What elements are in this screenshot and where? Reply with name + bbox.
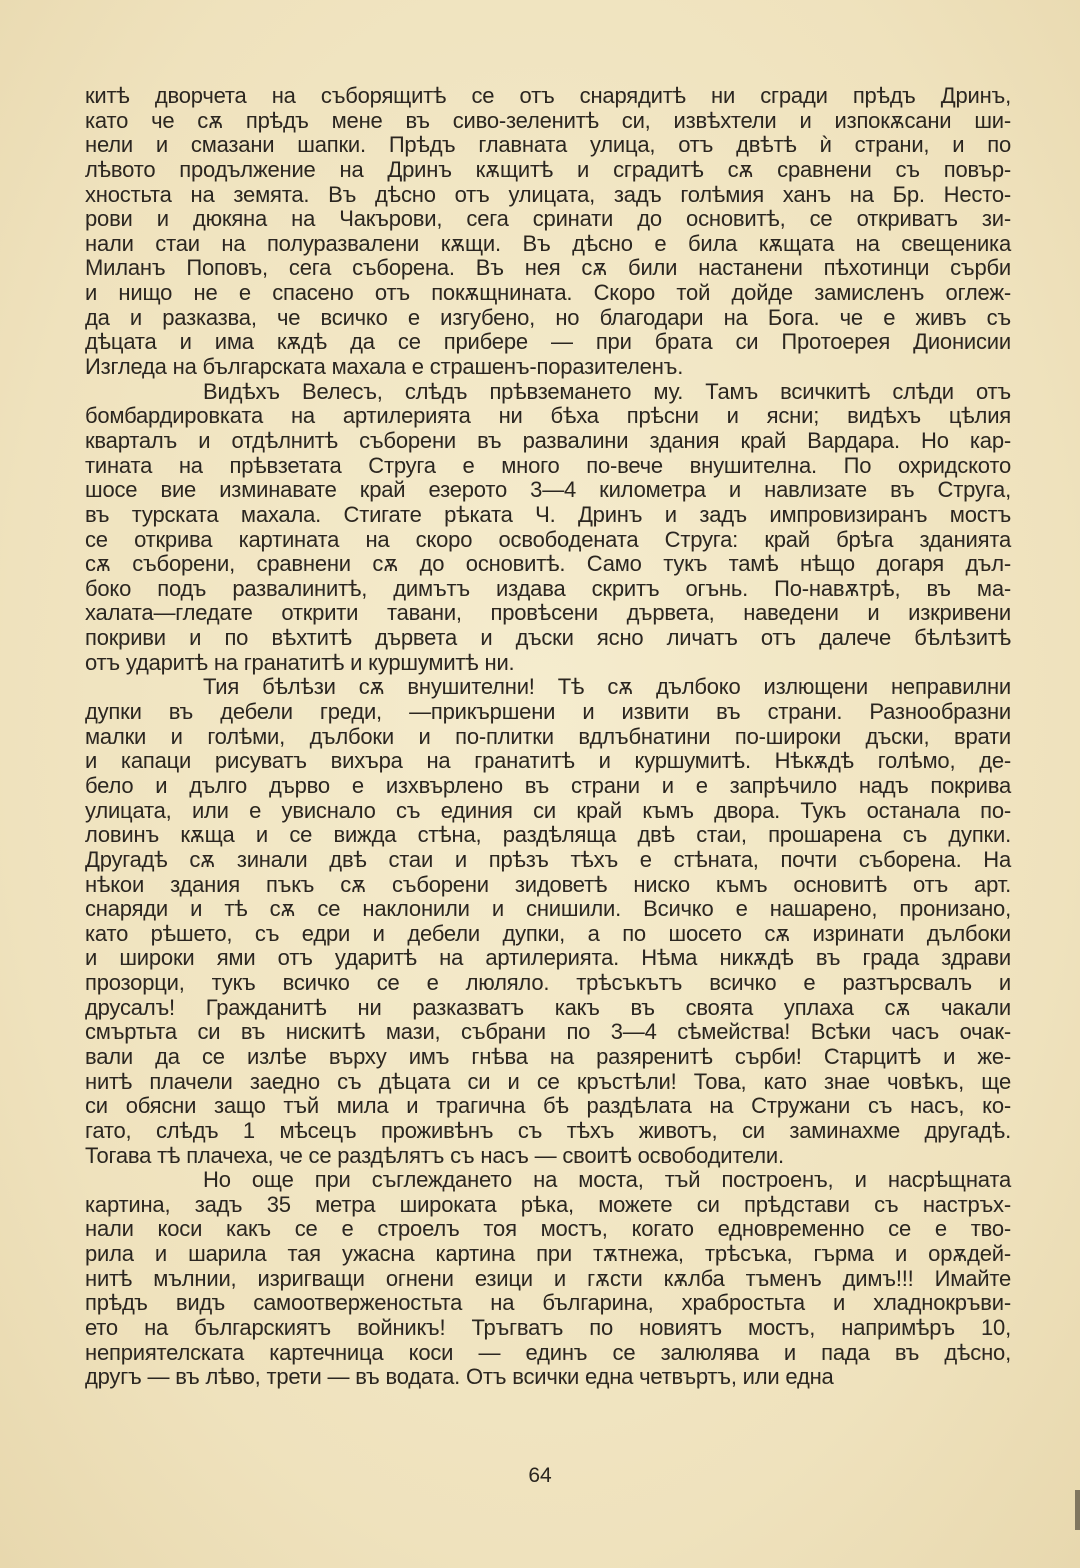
text-line: си обясни защо тъй мила и трагична бѣ раздѣлата на Стружани съ насъ, ко- [85,1093,1011,1119]
text-line: покриви и по вѣхтитѣ дървета и дъски ясно личатъ отъ далече бѣлѣзитѣ [85,625,1011,651]
text-line: шосе вие изминавате край езерото 3—4 километра и навлизате въ Струга, [85,477,1011,503]
text-line: хностьта на земята. Въ дѣсно отъ улицата, задъ голѣмия ханъ на Бр. Несто- [85,181,1011,207]
text-line: улицата, или е увиснало съ единия си край къмъ двора. Тукъ останала по- [85,797,1011,823]
text-line: нитѣ мълнии, изригващи огнени езици и гѫсти кѫлба тъменъ димъ!!! Имайте [85,1265,1011,1291]
text-line: Видѣхъ Велесъ, слѣдъ прѣвземането му. Тамъ всичкитѣ слѣди отъ [203,378,1011,404]
text-line: лѣвото продължение на Дринъ кѫщитѣ и сградитѣ сѫ сравнени съ повър- [85,156,1011,182]
text-line: рила и шарила тая ужасна картина при тѫтнежа, трѣсъка, гърма и орѫдей- [85,1241,1011,1267]
text-line: нали стаи на полуразвалени кѫщи. Въ дѣсно е била кѫщата на свещеника [85,230,1011,256]
text-line: малки и голѣми, дълбоки и по-плитки вдлъбнатини по-широки дъски, врати [85,723,1011,749]
text-line: ловинъ кѫща и се вижда стѣна, раздѣляща двѣ стаи, прошарена съ дупки. [85,822,1011,848]
text-line: Другадѣ сѫ зинали двѣ стаи и прѣзъ тѣхъ е стѣната, почти съборена. На [85,846,1011,872]
text-line: сѫ съборени, сравнени сѫ до основитѣ. Само тукъ тамѣ нѣщо догаря дъл- [85,551,1011,577]
text-line: кварталъ и отдѣлнитѣ съборени въ развалини здания край Вардара. Но кар- [85,427,1011,453]
text-line: китѣ дворчета на съборящитѣ се отъ снарядитѣ ни сгради прѣдъ Дринъ, [85,83,1011,108]
text-line: прѣдъ видъ самоотверженостьта на българина, храбростьта и хладнокръви- [85,1290,1011,1316]
text-line: Но още при съглеждането на моста, тъй построенъ, и насрѣщната [203,1167,1011,1193]
text-line: нѣкои здания пъкъ сѫ съборени зидоветѣ ниско къмъ основитѣ отъ арт. [85,871,1011,897]
text-line: вали да се излѣе върху имъ гнѣва на разяренитѣ сърби! Старцитѣ и же- [85,1043,1011,1069]
text-line: рови и дюкяна на Чакърови, сега сринати до основитѣ, се откриватъ зи- [85,206,1011,232]
paragraph [85,380,1011,676]
text-line: се открива картината на скоро освободената Струга: край брѣга зданията [85,526,1011,552]
text-line: прозорци, тукъ всичко се е люляло. трѣсъкътъ всичко е разтърсвалъ и [85,970,1011,996]
text-line: снаряди и тѣ сѫ се наклонили и снишили. Всичко е нашарено, пронизано, [85,896,1011,922]
paragraph [85,1168,1011,1390]
text-line: Тия бѣлѣзи сѫ внушителни! Тѣ сѫ дълбоко излющени неправилни [203,674,1011,700]
text-line: нели и смазани шапки. Прѣдъ главната улица, отъ двѣтѣ ѝ страни, и по [85,132,1011,158]
page-number: 64 [528,1464,552,1487]
text-line: халата—гледате открити тавани, провѣсени дървета, наведени и изкривени [85,600,1011,626]
text-line: смъртьта си въ нискитѣ мази, събрани по 3—4 сѣмейства! Всѣки часъ очак- [85,1019,1011,1045]
text-line: нали коси какъ се е строелъ тоя мостъ, когато едновременно се е тво- [85,1216,1011,1242]
text-line: като рѣшето, съ едри и дебели дупки, а по шосето сѫ изринати дълбоки [85,920,1011,946]
scan-edge-mark [1075,1490,1080,1530]
text-line: неприятелската картечница коси — единъ се залюлява и пада въ дѣсно, [85,1339,1011,1365]
text-line: Миланъ Поповъ, сега съборена. Въ нея сѫ били настанени пѣхотинци сърби [85,255,1011,281]
text-line: като че сѫ прѣдъ мене въ сиво-зеленитѣ си, извѣхтели и изпокѫсани ши- [85,107,1011,133]
text-line: боко подъ развалинитѣ, димътъ издава скритъ огънь. По-навѫтрѣ, въ ма- [85,575,1011,601]
text-line: бело и дълго дърво е изхвърлено въ страни и е запрѣчило надъ покрива [85,772,1011,798]
text-line: бомбардировката на артилерията ни бѣха прѣсни и ясни; видѣхъ цѣлия [85,403,1011,429]
text-line: да и разказва, че всичко е изгубено, но благодари на Бога. че е живъ съ [85,304,1011,330]
text-line: дупки въ дебели греди, —прикършени и извити въ страни. Разнообразни [85,699,1011,725]
text-line: Тогава тѣ плачеха, че се раздѣлятъ съ насъ — своитѣ освободители. [85,1142,784,1168]
text-line: нитѣ плачели заедно съ дѣцата си и се кръстѣли! Това, като знае човѣкъ, ще [85,1068,1011,1094]
text-line: другъ — въ лѣво, трети — въ водата. Отъ всички една четвъртъ, или една [85,1364,834,1390]
text-line: и капаци рисуватъ вихъра на гранатитѣ и куршумитѣ. Нѣкѫдѣ голѣмо, де- [85,748,1011,774]
text-line: и нищо не е спасено отъ покѫщнината. Скоро той дойде замисленъ оглеж- [85,280,1011,306]
text-line: ето на българскиятъ войникъ! Тръгватъ по новиятъ мостъ, напримѣръ 10, [85,1315,1011,1341]
text-line: дѣцата и има кѫдѣ да се прибере — при брата си Протоерея Дионисии [85,329,1011,355]
text-line: въ турската махала. Стигате рѣката Ч. Дринъ и задъ импровизиранъ мостъ [85,501,1011,527]
text-line: отъ ударитѣ на гранатитѣ и куршумитѣ ни. [85,649,515,675]
page-body-text [85,84,1011,1390]
text-line: Изгледа на българската махала е страшенъ-поразителенъ. [85,354,684,380]
text-line: гато, слѣдъ 1 мѣсецъ проживѣнъ съ тѣхъ животъ, си заминахме другадѣ. [85,1117,1011,1143]
text-line: картина, задъ 35 метра широката рѣка, можете си прѣдстави съ настръх- [85,1191,1011,1217]
text-line: друсалъ! Гражданитѣ ни разказватъ какъ въ своята уплаха сѫ чакали [85,994,1011,1020]
paragraph [85,84,1011,380]
text-line: и широки ями отъ ударитѣ на артилерията. Нѣма никѫдѣ въ града здрави [85,945,1011,971]
text-line: тината на прѣвзетата Струга е много по-вече внушителна. По охридското [85,452,1011,478]
paragraph [85,675,1011,1168]
